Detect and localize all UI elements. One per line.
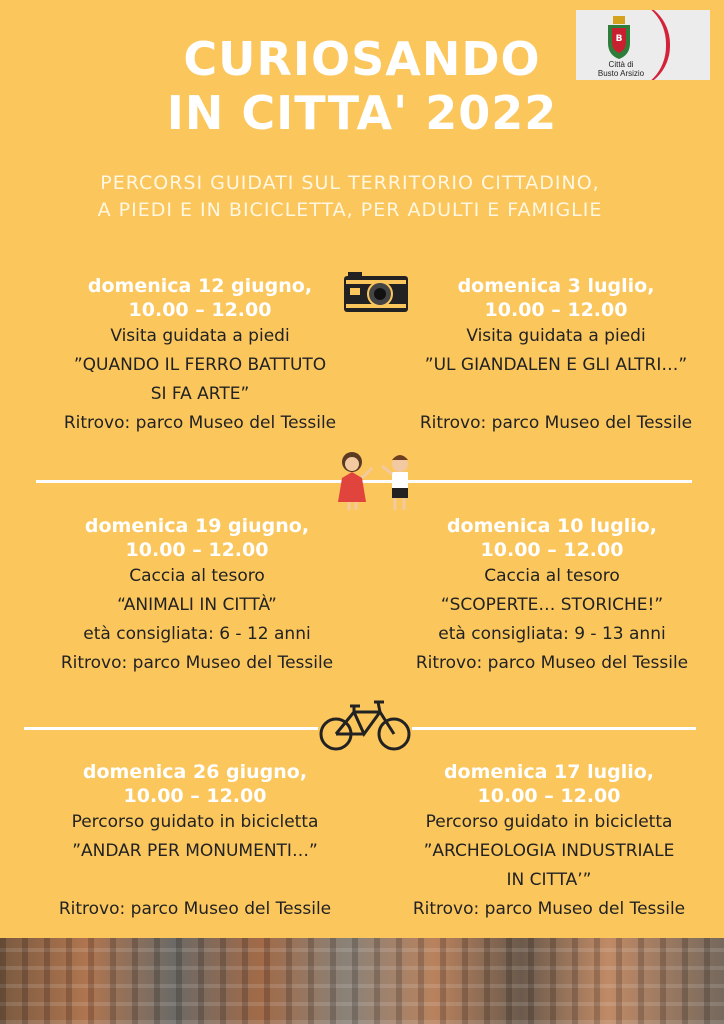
aerial-city-photo <box>0 938 724 1024</box>
event-time: 10.00 – 12.00 <box>128 299 272 321</box>
event-type: Visita guidata a piedi <box>466 326 646 346</box>
page-subtitle <box>0 170 700 224</box>
event-age: età consigliata: 6 - 12 anni <box>83 624 311 644</box>
event-name-cont: IN CITTA’” <box>506 870 592 890</box>
event-name: “ANIMALI IN CITTÀ” <box>117 595 277 615</box>
logo-line1: Città di <box>608 60 634 69</box>
bicycle-icon <box>318 698 412 754</box>
event-type: Visita guidata a piedi <box>110 326 290 346</box>
title-line1: CURIOSANDO <box>183 32 541 86</box>
event-meeting-point: Ritrovo: parco Museo del Tessile <box>412 899 686 919</box>
svg-text:B: B <box>615 34 623 44</box>
event-name-cont: SI FA ARTE” <box>150 384 250 404</box>
event-type: Percorso guidato in bicicletta <box>425 812 673 832</box>
logo-line2: Busto Arsizio <box>597 69 645 78</box>
event-meeting-point: Ritrovo: parco Museo del Tessile <box>60 653 334 673</box>
event-name: ”ANDAR PER MONUMENTI…” <box>72 841 318 861</box>
event-date: domenica 19 giugno, <box>84 515 310 537</box>
event-card <box>388 274 724 438</box>
event-time: 10.00 – 12.00 <box>477 785 621 807</box>
event-meeting-point: Ritrovo: parco Museo del Tessile <box>58 899 332 919</box>
event-meeting-point: Ritrovo: parco Museo del Tessile <box>415 653 689 673</box>
event-name: ”UL GIANDALEN E GLI ALTRI…” <box>424 355 688 375</box>
page-title <box>0 32 724 140</box>
event-card <box>20 760 370 924</box>
event-time: 10.00 – 12.00 <box>480 539 624 561</box>
event-card <box>380 514 724 678</box>
event-age: età consigliata: 9 - 13 anni <box>438 624 666 644</box>
title-line2: IN CITTA' 2022 <box>166 86 558 140</box>
subtitle-line1: PERCORSI GUIDATI SUL TERRITORIO CITTADINO, <box>100 172 600 194</box>
event-type: Caccia al tesoro <box>129 566 265 586</box>
event-card <box>30 274 370 438</box>
event-time: 10.00 – 12.00 <box>123 785 267 807</box>
event-time: 10.00 – 12.00 <box>484 299 628 321</box>
event-name: “SCOPERTE… STORICHE!” <box>440 595 664 615</box>
children-icon <box>332 448 424 512</box>
event-date: domenica 3 luglio, <box>457 275 655 297</box>
event-meeting-point: Ritrovo: parco Museo del Tessile <box>419 413 693 433</box>
event-name: ”QUANDO IL FERRO BATTUTO <box>73 355 327 375</box>
event-card <box>22 514 372 678</box>
event-card <box>376 760 722 924</box>
event-name: ”ARCHEOLOGIA INDUSTRIALE <box>423 841 675 861</box>
subtitle-line2: A PIEDI E IN BICICLETTA, PER ADULTI E FAMIGLIE <box>97 199 603 221</box>
event-time: 10.00 – 12.00 <box>125 539 269 561</box>
event-date: domenica 17 luglio, <box>443 761 655 783</box>
event-date: domenica 12 giugno, <box>87 275 313 297</box>
event-date: domenica 10 luglio, <box>446 515 658 537</box>
event-type: Percorso guidato in bicicletta <box>71 812 319 832</box>
event-date: domenica 26 giugno, <box>82 761 308 783</box>
event-type: Caccia al tesoro <box>484 566 620 586</box>
event-meeting-point: Ritrovo: parco Museo del Tessile <box>63 413 337 433</box>
